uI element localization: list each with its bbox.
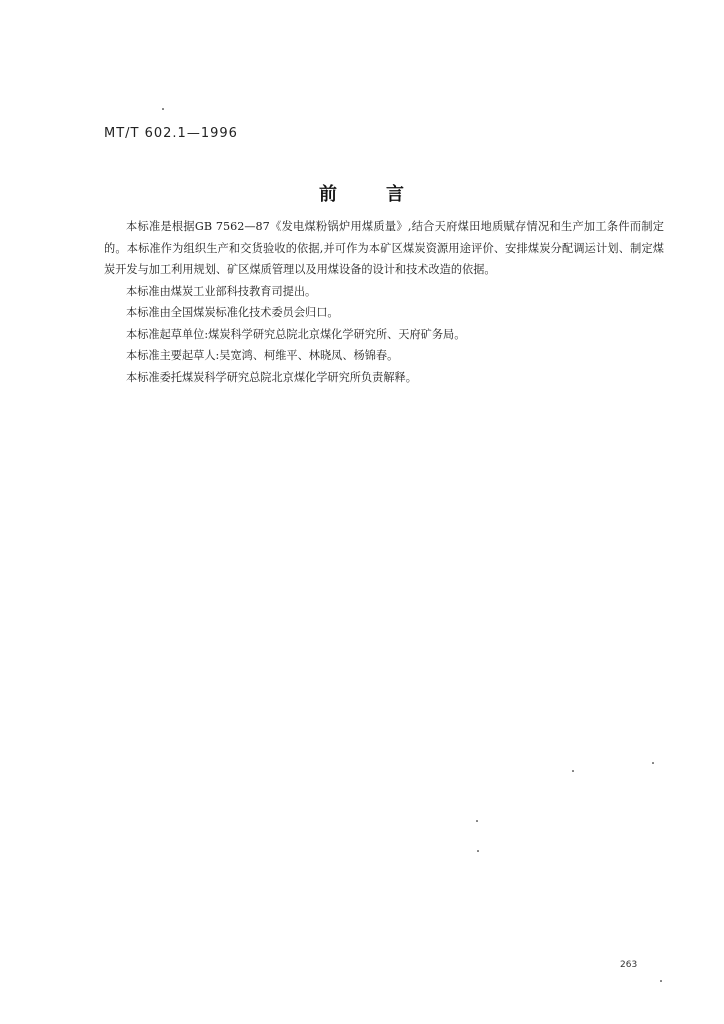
scan-speck [477, 850, 479, 852]
paragraph-drafters: 本标准主要起草人:吴宽鸿、柯维平、林晓凤、杨锦春。 [126, 349, 399, 362]
paragraph-basis: 本标准是根据GB 7562—87《发电煤粉锅炉用煤质量》,结合天府煤田地质赋存情况和生产加工条件而制定的。本标准作为组织生产和交货验收的依据,并可作为本矿区煤炭资源用途评价、安排煤炭分配调运计划、制定煤炭开发与加工利用规划、矿区煤质管理以及用煤设备的设计和技术改造的依据。 [104, 220, 664, 276]
standard-code: MT/T 602.1—1996 [104, 126, 238, 141]
paragraph-interpretation: 本标准委托煤炭科学研究总院北京煤化学研究所负责解释。 [126, 370, 417, 384]
scan-speck [572, 770, 574, 772]
paragraph-drafting-unit: 本标准起草单位:煤炭科学研究总院北京煤化学研究所、天府矿务局。 [126, 327, 466, 341]
scan-speck [162, 108, 164, 110]
title-char-2: 言 [386, 184, 405, 205]
scan-speck [652, 762, 654, 764]
paragraph-proposer: 本标准由煤炭工业部科技教育司提出。 [126, 284, 317, 298]
page-number: 263 [620, 960, 638, 970]
paragraph-committee: 本标准由全国煤炭标准化技术委员会归口。 [126, 306, 339, 319]
title-char-1: 前 [319, 184, 338, 205]
foreword-body [104, 216, 664, 388]
page-title [0, 180, 724, 206]
scan-speck [476, 820, 478, 822]
scan-speck [660, 980, 662, 982]
